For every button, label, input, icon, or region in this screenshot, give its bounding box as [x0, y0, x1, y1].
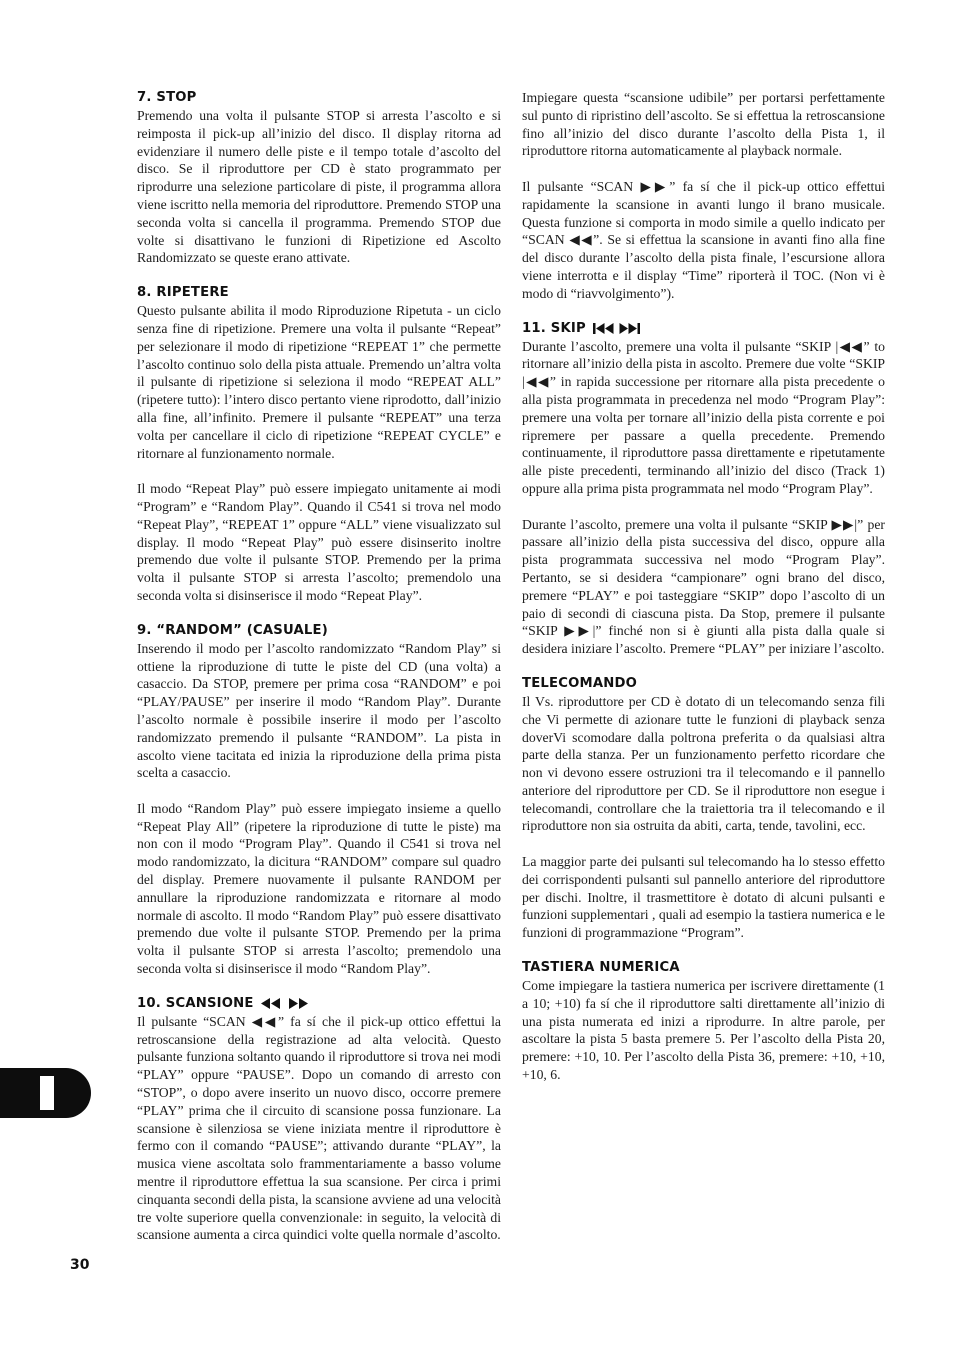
language-tab-letter: [40, 1076, 54, 1110]
section-skip: [522, 320, 885, 658]
section-paragraph: Premendo una volta il pulsante STOP si arresta l’ascolto e si reimposta il pick-up all’inizio del disco. Il display ritorna ad evidenziare il numero delle piste e il tempo totale d’ascolto del disco. Se il riproduttore per CD è stato programmato per riprodurre una selezione particolare di piste, il programma allora viene iscritto nella memoria del riproduttore. Premendo STOP una seconda volta si cancella il programma. Premendo STOP due volte si disattivano le funzioni di Ripetizione ed Ascolto Randomizzato se queste erano attivate.: [137, 108, 501, 266]
right-column: [522, 89, 885, 1101]
section-paragraph: Durante l’ascolto, premere una volta il pulsante “SKIP ▶▶|” per passare all’inizio della pista successiva del disco, oppure alla pista programmata successiva nel modo “Program Play”. Pertanto, se si desidera “campionare” ogni brano del disco, premere “PLAY” e poi tasteggiare “SKIP” dopo l’ascolto di un paio di secondi di ciascuna pista. Da Stop, premere il pulsante “SKIP ▶▶|” finché non si è giunti alla pista dalla quale si desidera iniziare l’ascolto. Premere “PLAY” per iniziare l’ascolto.: [522, 516, 885, 657]
section-scansione-continued: [522, 89, 885, 303]
section-heading: 10. SCANSIONE: [137, 995, 254, 1011]
section-paragraph: Durante l’ascolto, premere una volta il pulsante “SKIP |◀◀” to ritornare all’inizio della pista in ascolto. Premere due volte “SKIP |◀◀” in rapida successione per ritornare alla pista precedente o alla pista programmata in precedenza nel modo “Program Play”: premere una volta per tornare all’inizio della pista corrente e poi ripremere per passare a quella precedente. Premendo continuamente, il riproduttore passa direttamente e ripetutamente alle piste precedenti, terminando all’inizio del disco (Track 1) oppure alla prima pista programmata nel modo “Program Play”.: [522, 338, 885, 496]
section-heading: 9. “RANDOM” (CASUALE): [137, 622, 328, 638]
section-stop: [137, 89, 501, 267]
section-paragraph: Il modo “Repeat Play” può essere impiegato unitamente ai modi “Program” e “Random Play”. Quando il C541 si trova nel modo “Repeat Play”, “REPEAT 1” oppure “ALL” viene visualizzato sul display. Il modo “Repeat Play” può essere disinserito inoltre premendo due volte il pulsante STOP. Premendo per la prima volta il pulsante STOP si arresta l’ascolto; premendolo una seconda volta si disinserisce il modo “Repeat Play”.: [137, 481, 501, 603]
section-paragraph: Il Vs. riproduttore per CD è dotato di un telecomando senza fili che Vi permette di azionare tutte le funzioni di playback senza doverVi scomodare dalla poltrona preferita o da qualsiasi altra parte della stanza. Per un funzionamento perfetto ricordare che non vi devono essere ostruzioni tra il telecomando e il pannello anteriore del riproduttore per CD. Se il riproduttore non esegue i telecomandi, controllare che la traiettoria tra il telecomando e il riproduttore non sia ostruita da abiti, carta, tende, tavolini, ecc.: [522, 693, 885, 834]
section-paragraph: Impiegare questa “scansione udibile” per portarsi perfettamente sul punto di ripristino dell’ascolto. Se si effettua la retroscansione fino all’inizio del disco durante l’ascolto della Pista 1, il riproduttore ritorna automaticamente al playback normale.: [522, 90, 885, 159]
page-number: 30: [70, 1257, 90, 1273]
left-column: [137, 89, 501, 1261]
section-heading: 7. STOP: [137, 90, 197, 105]
skip-forward-icon: [619, 323, 640, 334]
rewind-icon: [261, 998, 282, 1009]
section-heading-row: [137, 995, 501, 1013]
section-paragraph: Come impiegare la tastiera numerica per iscrivere direttamente (1 a 10; +10) fa sí che il riproduttore salti direttamente all’inizio di una pista numerata ed inizi a riprodurre. In altre parole, per ascoltare la pista 5 basta premere 5. Per l’ascolto della Pista 20, premere: +10, 10. Per l’ascolto della Pista 36, premere: +10, +10, +10, 6.: [522, 978, 885, 1083]
section-heading: 11. SKIP: [522, 320, 586, 336]
section-heading: TELECOMANDO: [522, 675, 638, 691]
section-paragraph: Il modo “Random Play” può essere impiegato insieme a quello “Repeat Play All” (ripetere la riproduzione di tutte le piste) ma non con il modo “Program Play”. Quando il C541 si trova nel modo randomizzato, la dicitura “RANDOM” compare sul quadro del display. Premere nuovamente il pulsante RANDOM per annullare la riproduzione randomizzata e ritornare al modo normale di ascolto. Il modo “Random Play” può essere disattivato premendo due volte il pulsante STOP. Premendo per la prima volta il pulsante STOP si arresta l’ascolto; premendolo una seconda volta si disinserisce il modo “Random Play”.: [137, 800, 501, 977]
section-paragraph: Il pulsante “SCAN ◀◀” fa sí che il pick-up ottico effettui la retroscansione della registrazione ad alta velocità. Questo pulsante funziona soltanto quando il riproduttore si trova nei modi “PLAY” oppure “PAUSE”. Dopo un comando di arresto con “STOP”, o dopo avere inserito un nuovo disco, occorre premere “PLAY” prima che il circuito di scansione possa funzionare. La scansione è silenziosa se viene iniziata mentre il riproduttore è fermo con il comando “PAUSE”; attivando durante “PLAY”, la musica viene ascoltata solo frammentariamente a basso volume mentre il riproduttore effettua la sua scansione. Per circa i primi cinquanta secondi della pista, la scansione avviene ad una velocità tre volte superiore quella convenzionale: in seguito, la velocità di scansione aumenta a circa quindici volte quella normale d’ascolto.: [137, 1013, 501, 1243]
section-ripetere: [137, 284, 501, 605]
fast-forward-icon: [287, 998, 308, 1009]
section-paragraph: Questo pulsante abilita il modo Riproduzione Ripetuta - un ciclo senza fine di ripetizione. Premere una volta il pulsante “Repeat” per selezionare il modo di ripetizione “REPEAT 1” che permette l’ascolto continuo solo della pista attuale. Premendo un’altra volta il pulsante di ripetizione si seleziona il modo “REPEAT ALL” (ripetere tutto): l’intero disco pertanto viene riprodotto, dall’inizio alla fine, all’infinito. Premere il pulsante “REPEAT” una terza volta per cancellare il ciclo di ripetizione “REPEAT CYCLE” e ritornare al funzionamento normale.: [137, 303, 501, 461]
section-tastiera-numerica: [522, 959, 885, 1084]
heading-icons: [261, 998, 308, 1009]
heading-icons: [593, 323, 640, 334]
section-scansione: [137, 995, 501, 1244]
section-paragraph: La maggior parte dei pulsanti sul telecomando ha lo stesso effetto dei corrispondenti pulsanti sul pannello anteriore del riproduttore per dischi. Inoltre, il trasmettitore è dotato di alcuni pulsanti e funzioni supplementari , quali ad esempio la tastiera numerica e le funzioni di programmazione “Program”.: [522, 854, 885, 941]
section-heading: TASTIERA NUMERICA: [522, 960, 680, 976]
section-heading: 8. RIPETERE: [137, 285, 229, 301]
section-paragraph: Inserendo il modo per l’ascolto randomizzato “Random Play” si ottiene la riproduzione di tutte le piste del CD (una volta) a casaccio. Da STOP, premere per prima cosa “RANDOM” e poi “PLAY/PAUSE” per inserire il modo “Random Play”. Durante l’ascolto normale è possibile inserire il modo per l’ascolto randomizzato premendo il pulsante “RANDOM”. La pista in ascolto viene tacitata ed inizia la riproduzione della prima pista scelta a casaccio.: [137, 640, 501, 781]
section-telecomando: [522, 675, 885, 942]
skip-back-icon: [593, 323, 614, 334]
section-random: [137, 622, 501, 978]
section-heading-row: [522, 320, 885, 338]
section-paragraph: Il pulsante “SCAN ▶▶” fa sí che il pick-up ottico effettui rapidamente la scansione in avanti lungo il brano musicale. Questa funzione si comporta in modo simile a quello indicato per “SCAN ◀◀”. Se si effettua la scansione in avanti fino alla fine del disco durante l’ascolto della pista finale, l’escursione allora viene interrotta e il display “Time” riporterà il TOC. (Non vi è modo di “riavvolgimento”).: [522, 178, 885, 301]
